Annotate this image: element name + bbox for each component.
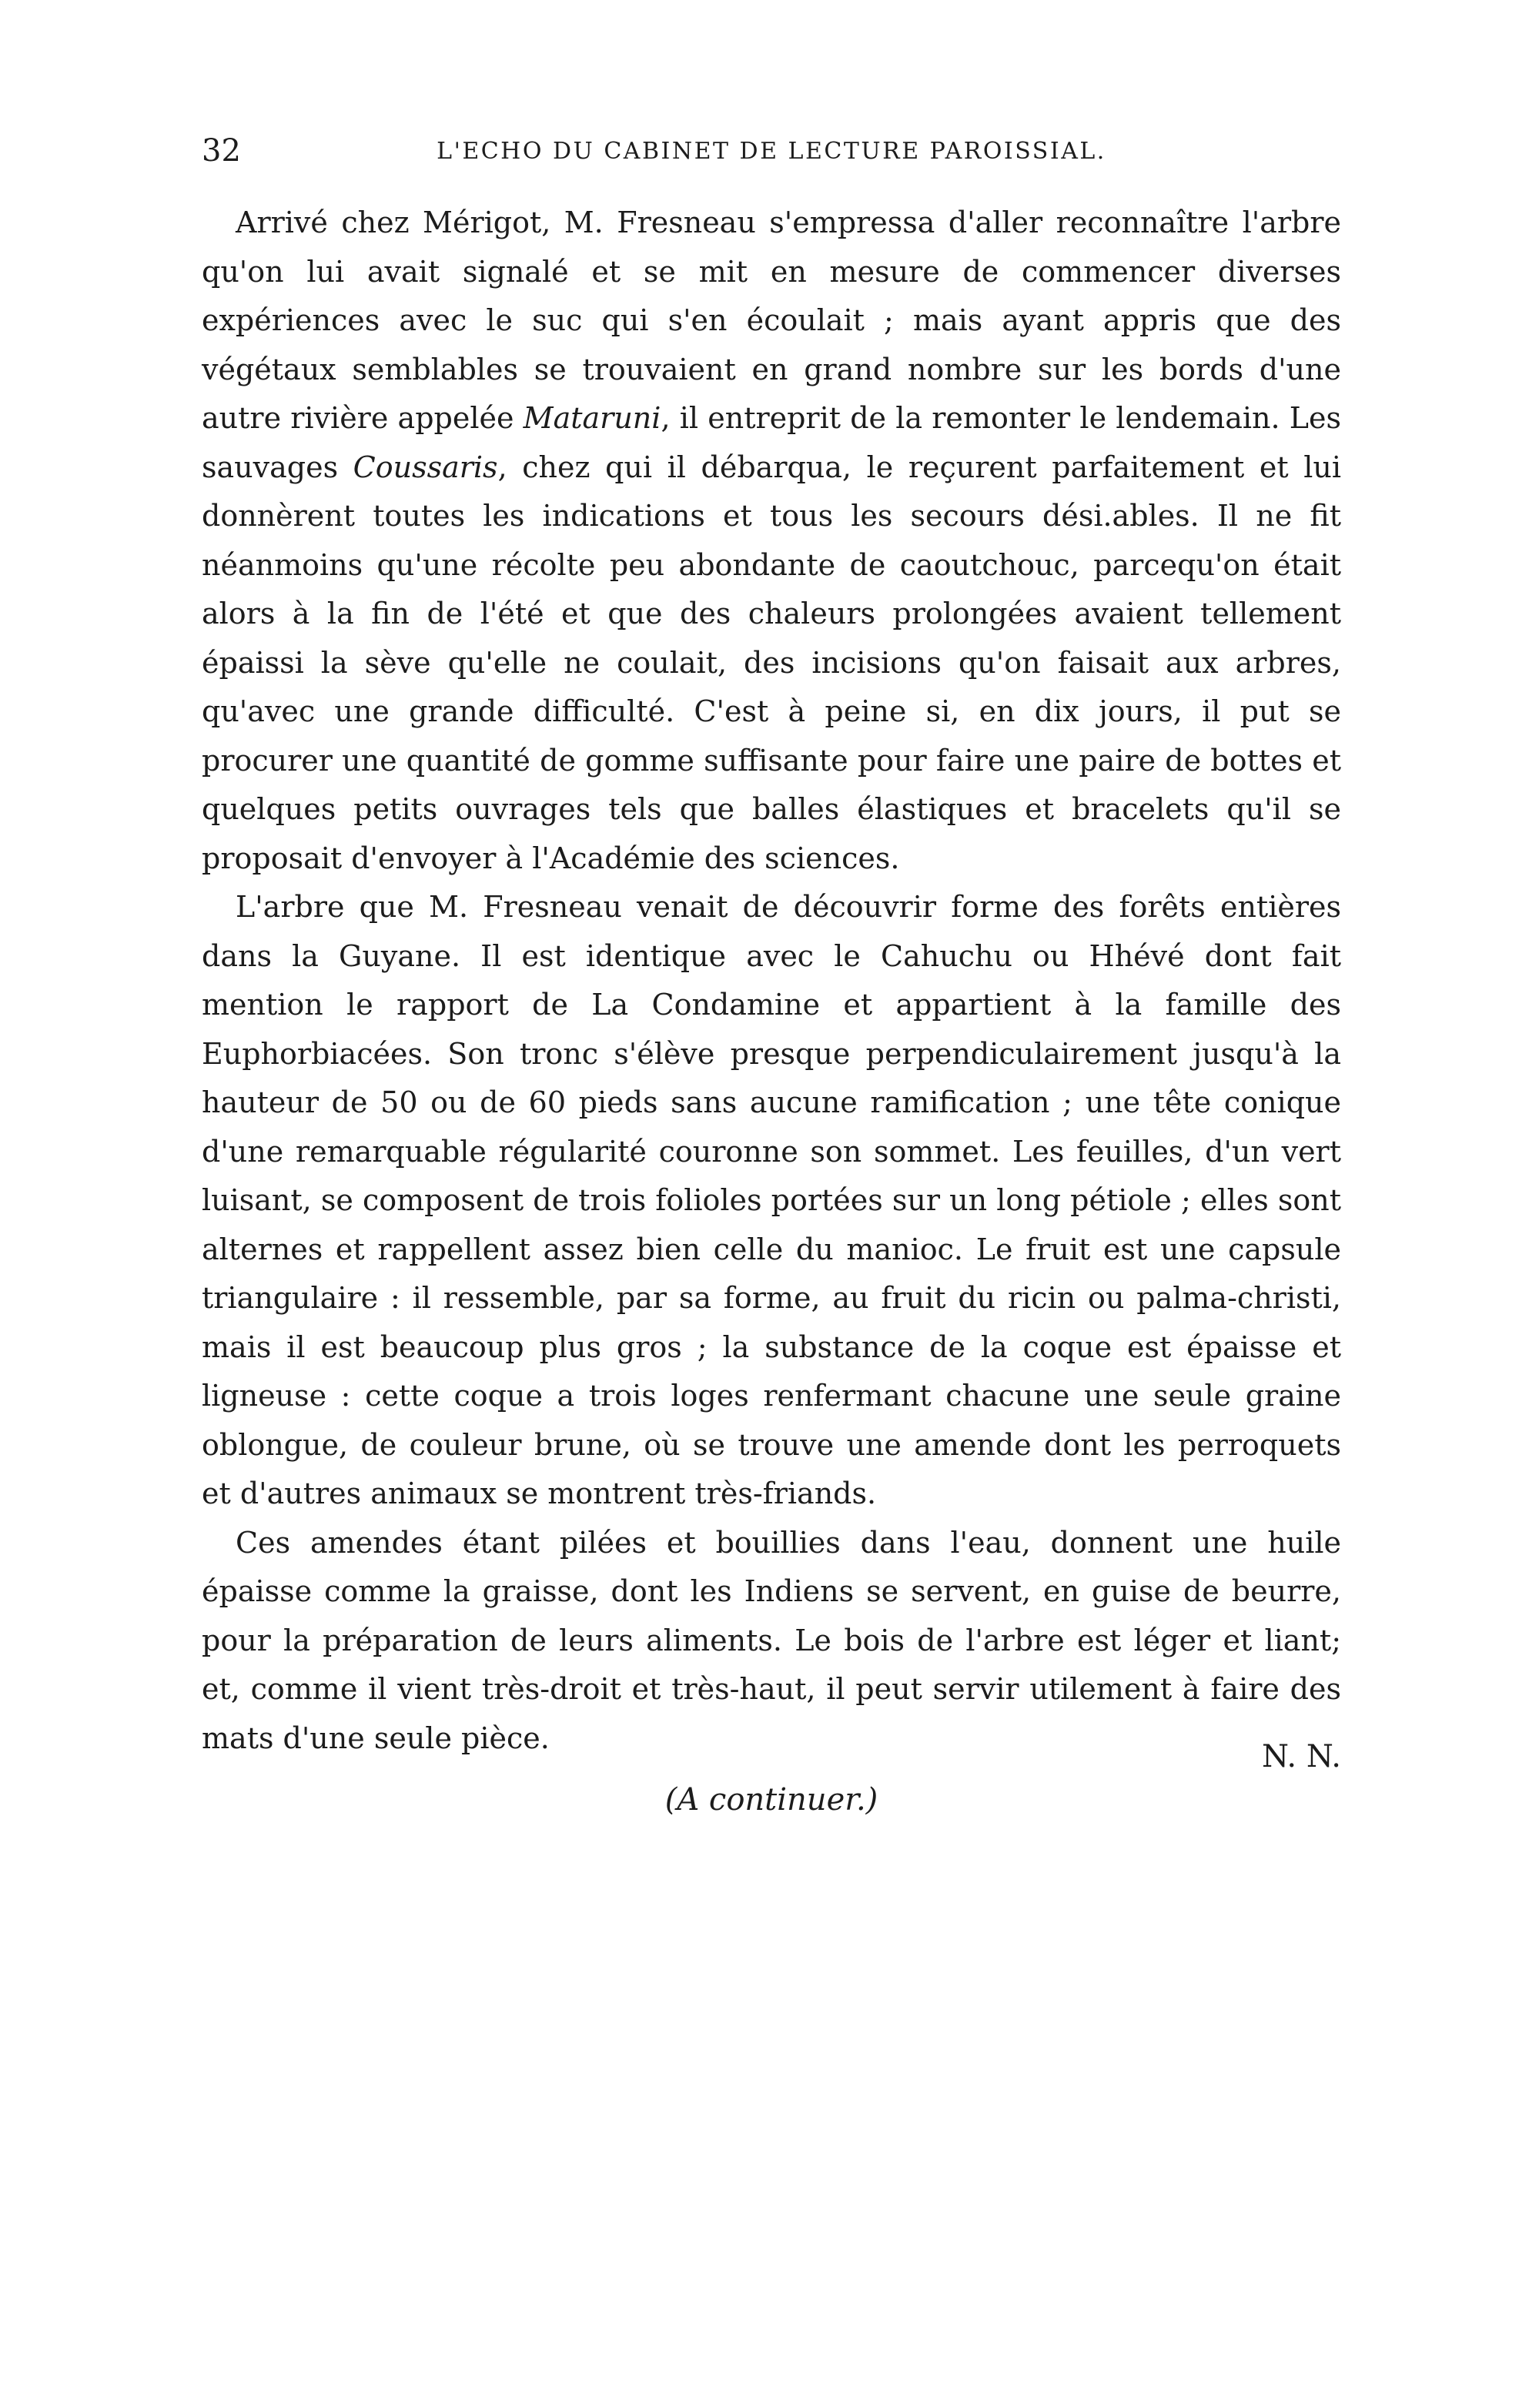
tribe-name-coussaris: Coussaris: [353, 450, 498, 484]
article-body: [202, 199, 1341, 1763]
paragraph-1-text-c: , chez qui il débarqua, le reçurent parfaitement et lui donnèrent toutes les indications et tous les secours dési.ables. Il ne fit néanmoins qu'une récolte peu abondante de caoutchouc, parcequ'on était alors à la fin de l'été et que des chaleurs prolongées avaient tellement épaissi la sève qu'elle ne coulait, des incisions qu'on faisait aux arbres, qu'avec une grande difficulté. C'est à peine si, en dix jours, il put se procurer une quantité de gomme suffisante pour faire une paire de bottes et quelques petits ouvrages tels que balles élastiques et bracelets qu'il se proposait d'envoyer à l'Académie des sciences.: [202, 450, 1341, 875]
paragraph-2: L'arbre que M. Fresneau venait de découvrir forme des forêts entières dans la Guyane. Il est identique avec le Cahuchu ou Hhévé dont fait mention le rapport de La Condamine et appartient à la famille des Euphorbiacées. Son tronc s'élève presque perpendiculairement jusqu'à la hauteur de 50 ou de 60 pieds sans aucune ramification ; une tête conique d'une remarquable régularité couronne son sommet. Les feuilles, d'un vert luisant, se composent de trois folioles portées sur un long pétiole ; elles sont alternes et rappellent assez bien celle du manioc. Le fruit est une capsule triangulaire : il ressemble, par sa forme, au fruit du ricin ou palma-christi, mais il est beaucoup plus gros ; la substance de la coque est épaisse et ligneuse : cette coque a trois loges renfermant chacune une seule graine oblongue, de couleur brune, où se trouve une amende dont les perroquets et d'autres animaux se montrent très-friands.: [202, 890, 1341, 1510]
page-number: 32: [202, 133, 241, 169]
paragraph-1: [202, 199, 1341, 883]
continuation-note: (A continuer.): [664, 1782, 878, 1818]
running-title: L'ECHO DU CABINET DE LECTURE PAROISSIAL.: [437, 138, 1106, 165]
paragraph-1-text-b: , il entreprit de la remonter le lendemain. Les sauvages: [202, 401, 1342, 484]
author-signature: N. N.: [1261, 1739, 1341, 1774]
page-header: [202, 129, 1341, 176]
paragraph-1-text-a: Arrivé chez Mérigot, M. Fresneau s'empressa d'aller reconnaître l'arbre qu'on lui avait signalé et se mit en mesure de commencer diverses expériences avec le suc qui s'en écoulait ; mais ayant appris que des végétaux semblables se trouvaient en grand nombre sur les bords d'une autre rivière appelée: [202, 206, 1341, 435]
river-name-mataruni: Mataruni: [523, 401, 661, 435]
paragraph-3: Ces amendes étant pilées et bouillies dans l'eau, donnent une huile épaisse comme la graisse, dont les Indiens se servent, en guise de beurre, pour la préparation de leurs aliments. Le bois de l'arbre est léger et liant; et, comme il vient très-droit et très-haut, il peut servir utilement à faire des mats d'une seule pièce.: [202, 1525, 1341, 1755]
